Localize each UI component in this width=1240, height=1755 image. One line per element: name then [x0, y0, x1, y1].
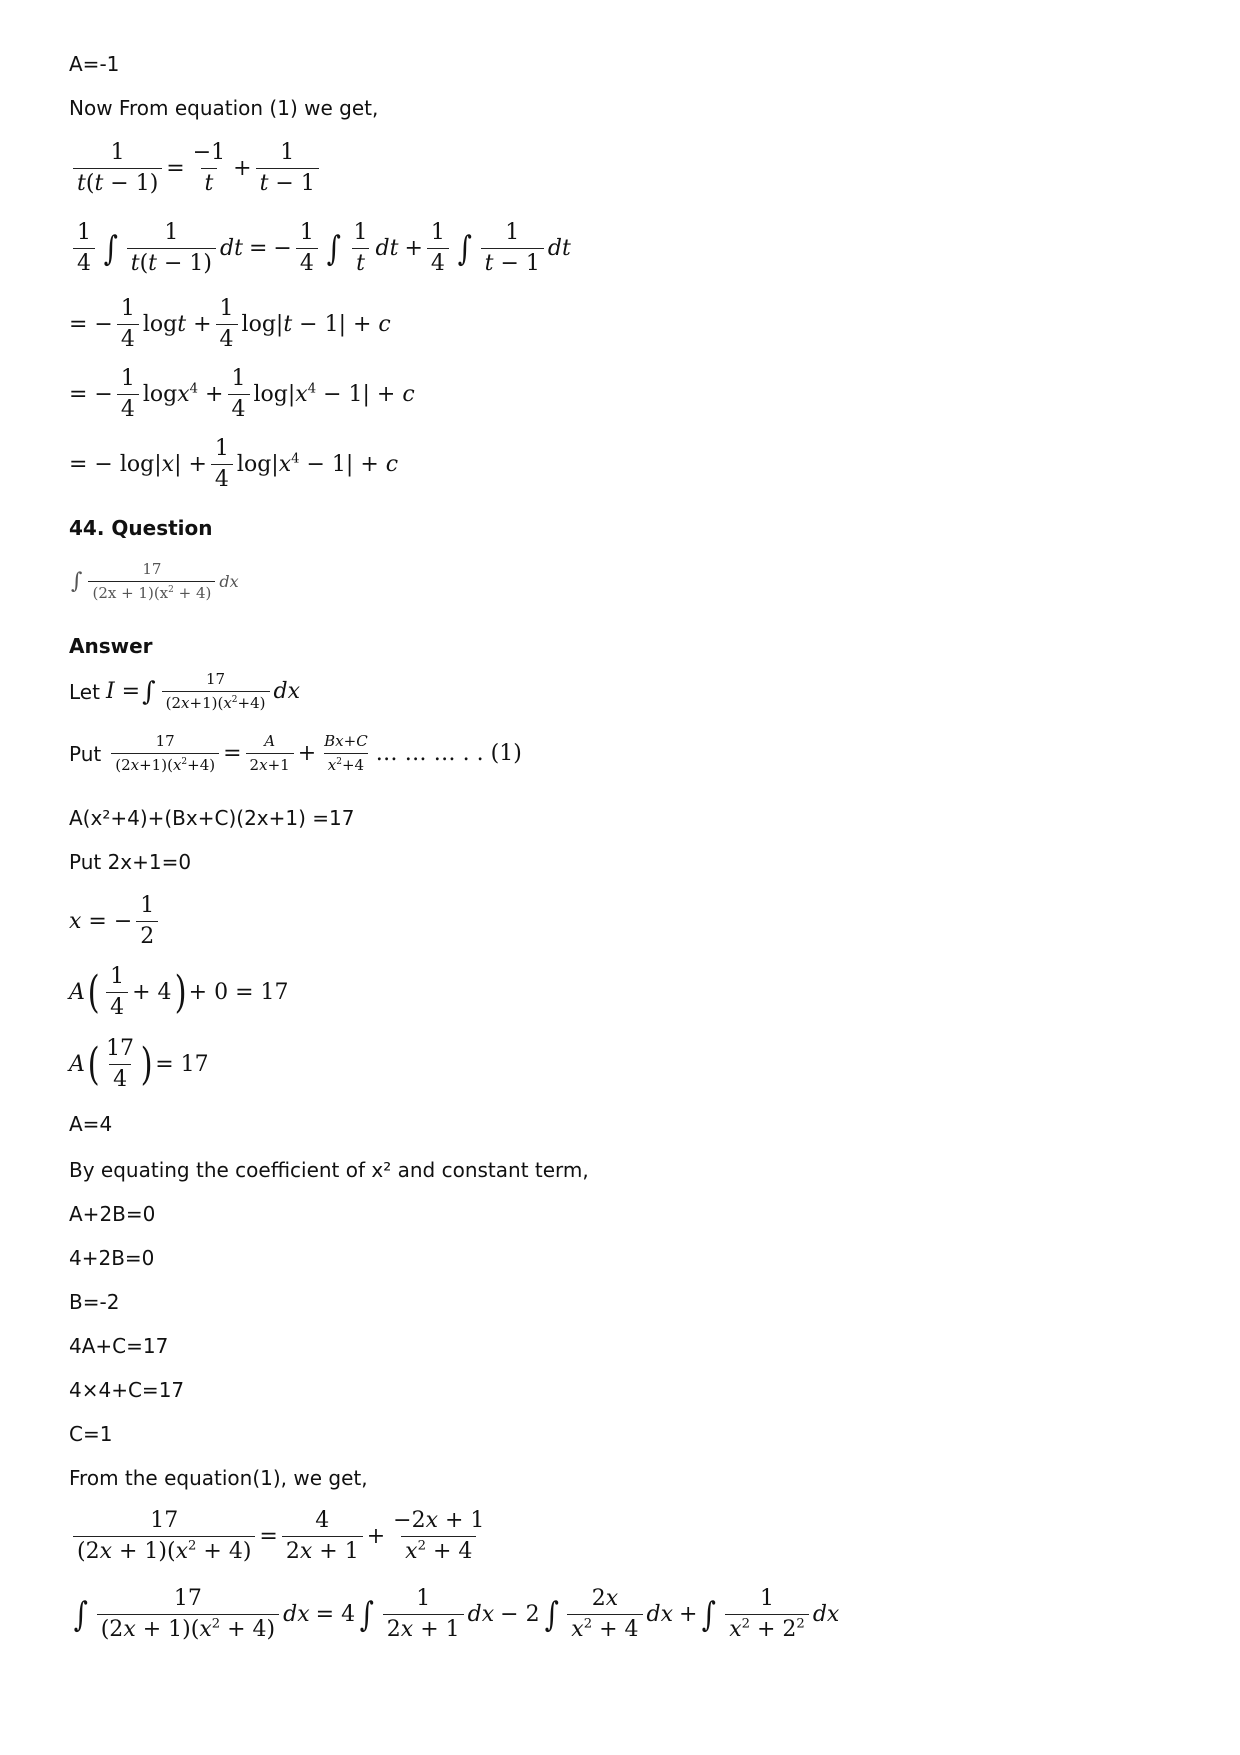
text-eq-b-value: B=-2 — [69, 1290, 120, 1314]
text-eq-4-plus-2b: 4+2B=0 — [69, 1246, 155, 1270]
text-eq-4a-plus-c: 4A+C=17 — [69, 1334, 169, 1358]
text-a-minus-one: A=-1 — [69, 52, 120, 76]
equation-final-log: = − log|x| + $\frac{1}{4}$ $\log|x^4 - 1| + c$ — [69, 436, 399, 492]
text-from-equation: From the equation(1), we get, — [69, 1466, 368, 1490]
equation-let-i: Let I = ∫ $\frac{17}{(2x+1)(x^2+4)}$ dx — [69, 670, 300, 712]
equation-integral-decomposed: ∫ 17 $(2x + 1)(x^2 + 4)$ dx = 4 ∫ 1 2x + 1 dx − 2 ∫ 2x $x^2 + 4$ dx + ∫ 1 $x^2 + 2^2$ dx — [73, 1586, 840, 1642]
text-eq-a-plus-2b: A+2B=0 — [69, 1202, 156, 1226]
equation-put-partial: Put $\frac{17}{(2x+1)(x^2+4)}$ = $\frac{A}{2x+1}$ + $\frac{Bx+C}{x^2+4}$ … … … . . (1) — [69, 732, 522, 774]
text-a-equals-four: A=4 — [69, 1112, 113, 1136]
equation-partial-fraction-t: $\frac{1}{t(t - 1)}$ = $\frac{-1}{t}$ + $\frac{1}{t - 1}$ — [69, 140, 323, 197]
put-label: Put — [69, 741, 102, 766]
equation-x-value: x = − $\frac{1}{2}$ — [69, 893, 162, 950]
text-eq-c-value: C=1 — [69, 1422, 113, 1446]
question-heading: 44. Question — [69, 516, 213, 540]
answer-heading: Answer — [69, 634, 153, 658]
equation-integral-split: 1 4 ∫ 1 t(t − 1) dt = − 1 4 ∫ 1 t dt + 1 4 ∫ 1 t − 1 dt — [69, 220, 571, 277]
text-expanded-equation: A(x²+4)+(Bx+C)(2x+1) =17 — [69, 806, 355, 830]
equation-substitute: A ( 1 4 + 4 ) + 0 = 17 — [69, 964, 289, 1020]
equation-log-x4: = − $\frac{1}{4}$ logx$^4$ + $\frac{1}{4}$ $\log|x^4 - 1| + c$ — [69, 366, 415, 422]
let-label: Let — [69, 679, 100, 704]
equation-a-seventeen-fourths: A ( 17 4 ) = 17 — [69, 1036, 209, 1092]
equation-decomposed: $\frac{17}{(2x + 1)(x^2 + 4)}$ = $\frac{4}{2x + 1}$ + $\frac{-2x + 1}{x^2 + 4}$ — [69, 1508, 492, 1565]
text-now-from-equation: Now From equation (1) we get, — [69, 96, 379, 120]
text-equating-coefficients: By equating the coefficient of x² and constant term, — [69, 1158, 589, 1182]
text-put-zero: Put 2x+1=0 — [69, 850, 192, 874]
text-eq-4x4-plus-c: 4×4+C=17 — [69, 1378, 185, 1402]
question-integral: ∫ 17 $(2x + 1)(x^2 + 4)$ dx — [71, 560, 239, 602]
equation-log-t: = − $\frac{1}{4}$ logt + $\frac{1}{4}$ log|t − 1| + c — [69, 296, 391, 352]
